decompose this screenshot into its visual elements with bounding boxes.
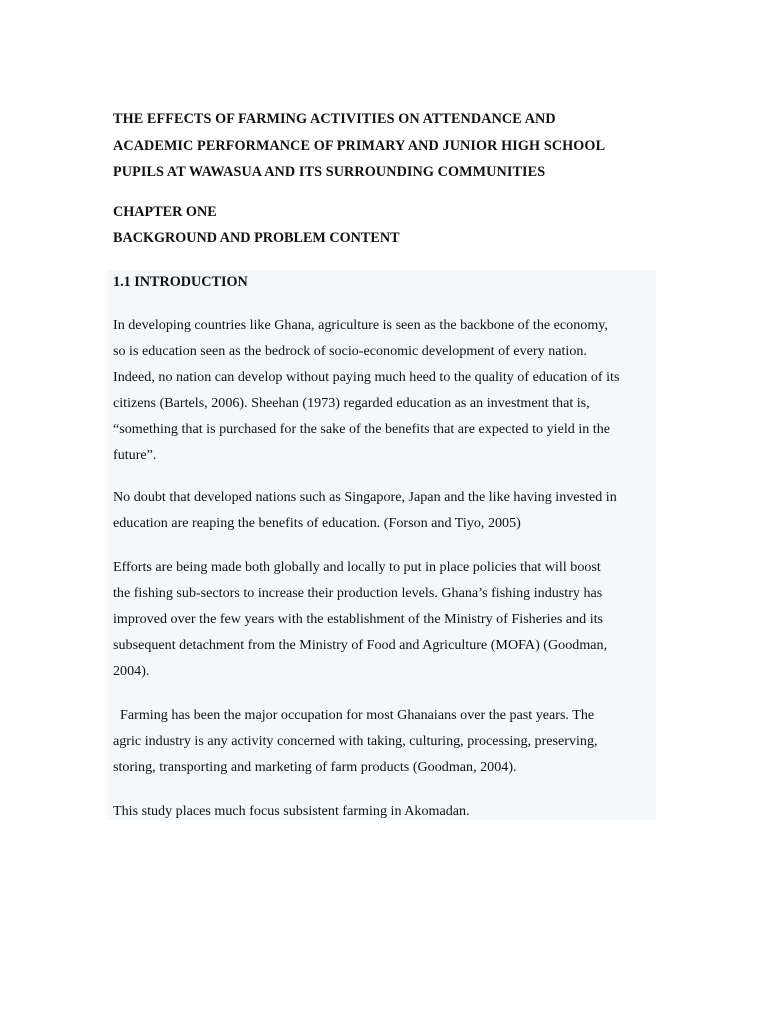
chapter-heading — [113, 199, 673, 251]
title-line: PUPILS AT WAWASUA AND ITS SURROUNDING COMMUNITIES — [113, 164, 546, 180]
text-line: Farming has been the major occupation for most Ghanaians over the past years. The — [113, 707, 595, 723]
text-line: This study places much focus subsistent farming in Akomadan. — [113, 803, 470, 819]
paragraph-study-focus — [113, 799, 658, 825]
text-line: storing, transporting and marketing of farm products (Goodman, 2004). — [113, 758, 517, 775]
paragraph-farming-occupation — [113, 703, 658, 781]
text-line: the fishing sub-sectors to increase their production levels. Ghana’s fishing industry has — [113, 584, 603, 601]
text-line: improved over the few years with the establishment of the Ministry of Fisheries and its — [113, 610, 604, 627]
text-line: In developing countries like Ghana, agriculture is seen as the backbone of the economy, — [113, 317, 608, 333]
title-line: THE EFFECTS OF FARMING ACTIVITIES ON ATTENDANCE AND — [113, 111, 556, 127]
document-title — [113, 106, 673, 186]
text-line: “something that is purchased for the sake of the benefits that are expected to yield in the — [113, 420, 611, 437]
title-line: ACADEMIC PERFORMANCE OF PRIMARY AND JUNIOR HIGH SCHOOL — [113, 137, 606, 154]
chapter-label: CHAPTER ONE — [113, 204, 217, 220]
text-line: 2004). — [113, 662, 150, 679]
text-line: agric industry is any activity concerned with taking, culturing, processing, preserving, — [113, 732, 598, 749]
text-line: No doubt that developed nations such as Singapore, Japan and the like having invested in — [113, 489, 617, 505]
text-line: Indeed, no nation can develop without paying much heed to the quality of education of its — [113, 368, 620, 385]
text-line: Efforts are being made both globally and locally to put in place policies that will boost — [113, 559, 601, 575]
text-line: education are reaping the benefits of education. (Forson and Tiyo, 2005) — [113, 514, 521, 531]
text-line: citizens (Bartels, 2006). Sheehan (1973) regarded education as an investment that is, — [113, 394, 590, 411]
text-line: so is education seen as the bedrock of socio-economic development of every nation. — [113, 342, 587, 359]
paragraph-introduction — [113, 313, 658, 468]
text-line: subsequent detachment from the Ministry of Food and Agriculture (MOFA) (Goodman, — [113, 636, 608, 653]
paragraph-fishing-sector — [113, 555, 658, 685]
section-heading: 1.1 INTRODUCTION — [113, 274, 248, 290]
paragraph-developed-nations — [113, 485, 658, 537]
text-line: future”. — [113, 446, 157, 463]
chapter-title: BACKGROUND AND PROBLEM CONTENT — [113, 230, 400, 246]
